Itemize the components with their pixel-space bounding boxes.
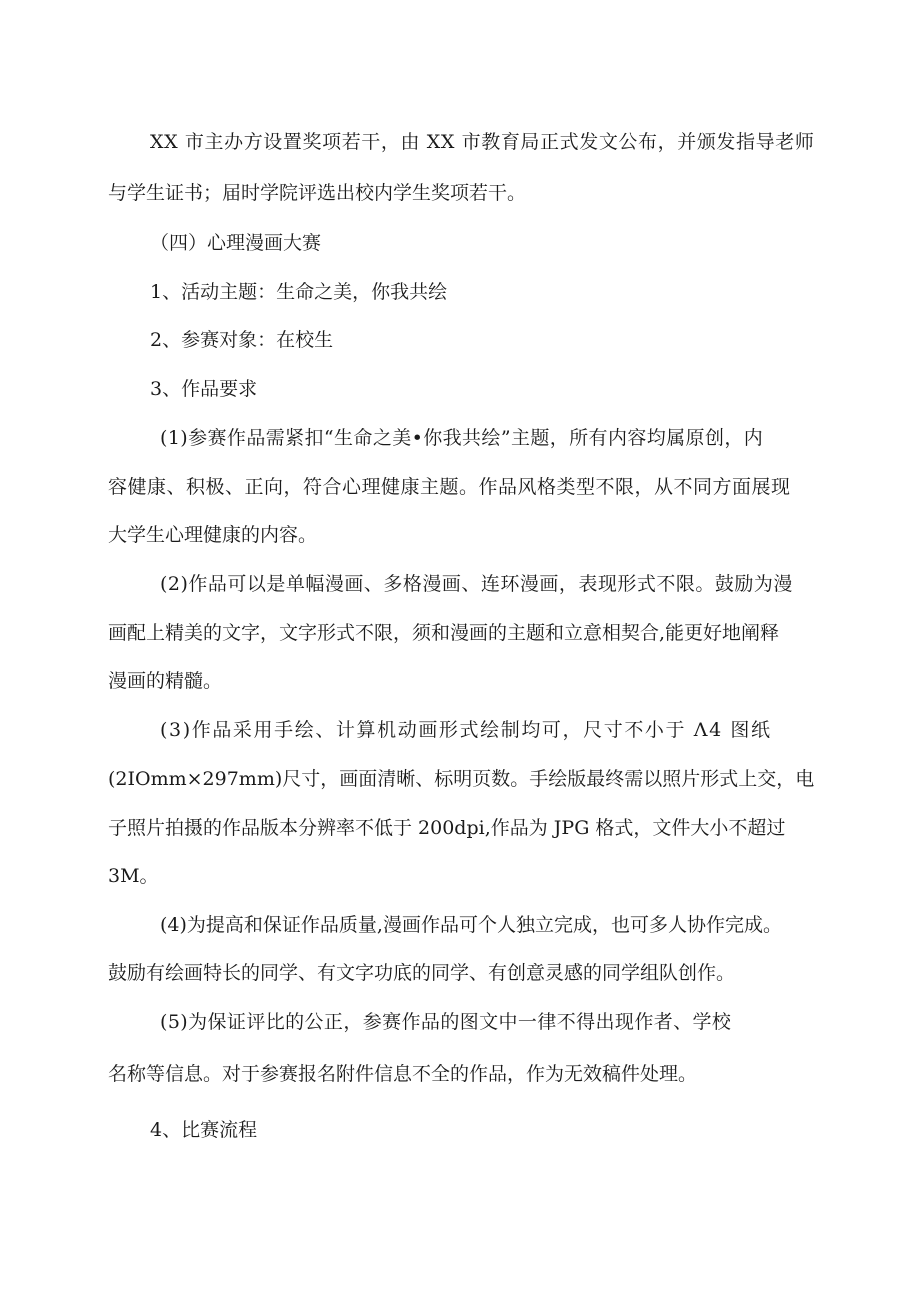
req-1-line-2: 容健康、积极、正向，符合心理健康主题。作品风格类型不限，从不同方面展现 — [108, 476, 791, 498]
section-heading: （四）心理漫画大赛 — [150, 232, 322, 254]
req-1-line-3: 大学生心理健康的内容。 — [108, 524, 318, 546]
award-info-line-1: XX 市主办方设置奖项若干，由 XX 市教育局正式发文公布，并颁发指导老师 — [150, 131, 815, 153]
req-3-line-1: (3)作品采用手绘、计算机动画形式绘制均可，尺寸不小于 Λ4 图纸 — [160, 719, 772, 741]
req-5-line-1: (5)为保证评比的公正，参赛作品的图文中一律不得出现作者、学校 — [160, 1011, 732, 1033]
item-3-requirements: 3、作品要求 — [150, 378, 258, 400]
req-2-line-3: 漫画的精髓。 — [108, 670, 223, 692]
req-2-line-1: (2)作品可以是单幅漫画、多格漫画、连环漫画，表现形式不限。鼓励为漫 — [160, 573, 793, 595]
item-4-competition-process: 4、比赛流程 — [150, 1119, 258, 1141]
req-4-line-2: 鼓励有绘画特长的同学、有文字功底的同学、有创意灵感的同学组队创作。 — [108, 962, 736, 984]
req-3-line-3: 子照片拍摄的作品版本分辨率不低于 200dpi,作品为 JPG 格式，文件大小不超过 — [108, 817, 786, 839]
req-3-line-4: 3M。 — [108, 865, 159, 887]
req-2-line-2: 画配上精美的文字，文字形式不限，须和漫画的主题和立意相契合,能更好地阐释 — [108, 622, 780, 644]
req-5-line-2: 名称等信息。对于参赛报名附件信息不全的作品，作为无效稿件处理。 — [108, 1063, 698, 1085]
req-4-line-1: (4)为提高和保证作品质量,漫画作品可个人独立完成，也可多人协作完成。 — [160, 914, 782, 936]
item-1-theme: 1、活动主题：生命之美，你我共绘 — [150, 281, 448, 303]
award-info-line-2: 与学生证书；届时学院评选出校内学生奖项若干。 — [108, 182, 527, 204]
req-1-line-1: (1)参赛作品需紧扣“生命之美•你我共绘”主题，所有内容均属原创，内 — [160, 427, 764, 449]
item-2-participants: 2、参赛对象：在校生 — [150, 329, 334, 351]
req-3-line-2: (2IOmm×297mm)尺寸，画面清晰、标明页数。手绘版最终需以照片形式上交，电 — [108, 768, 815, 790]
